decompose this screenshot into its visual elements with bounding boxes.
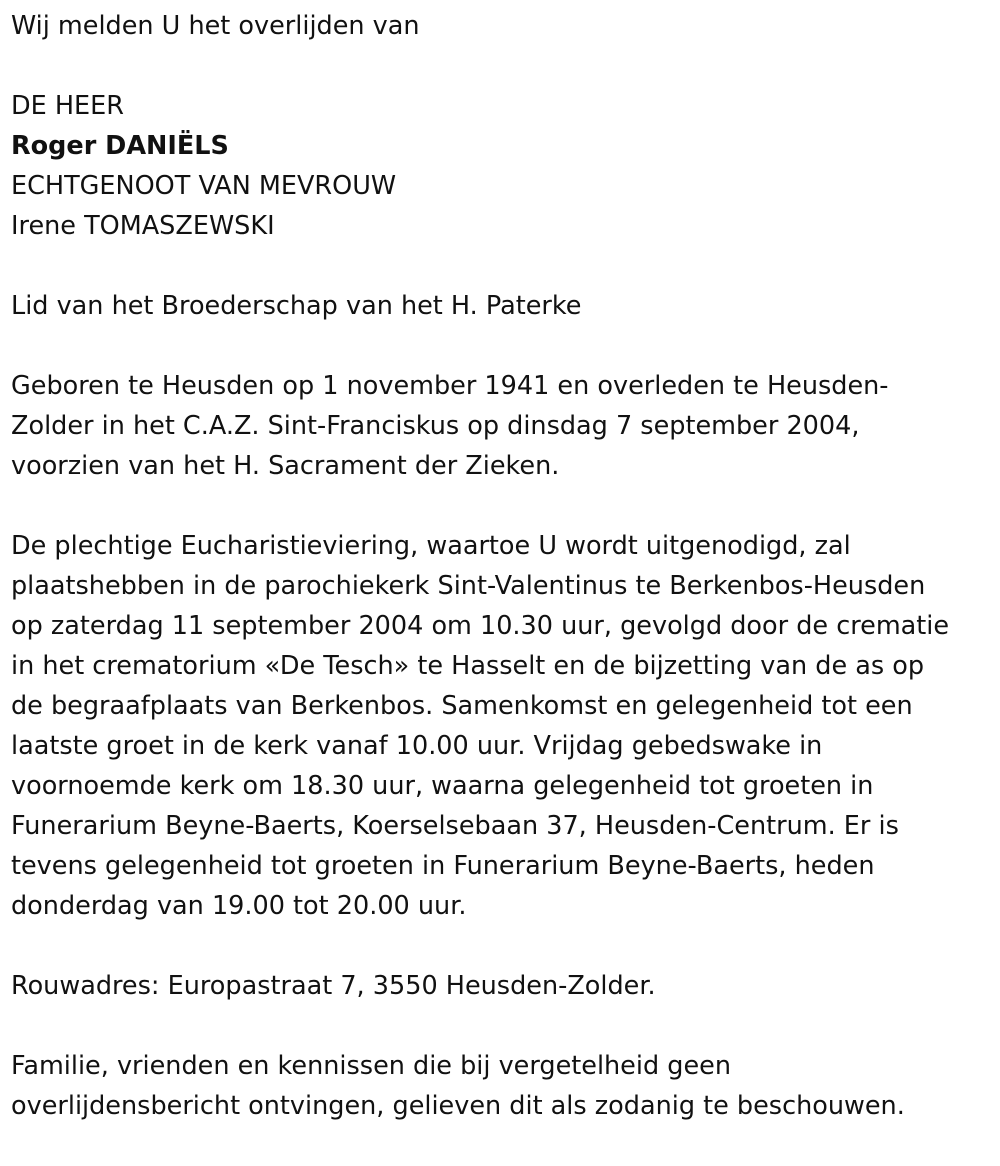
spacer [11,46,991,86]
text-line: de begraafplaats van Berkenbos. Samenkomst en gelegenheid tot een [11,691,913,721]
spacer [11,486,991,526]
text-line: Zolder in het C.A.Z. Sint-Franciskus op dinsdag 7 september 2004, [11,411,860,441]
ceremony-paragraph [11,526,991,926]
spacer [11,326,991,366]
obituary-document [11,6,991,1126]
text-line: tevens gelegenheid tot groeten in Funerarium Beyne-Baerts, heden [11,851,875,881]
spacer [11,246,991,286]
text-line: op zaterdag 11 september 2004 om 10.30 uur, gevolgd door de crematie [11,611,950,641]
text-line: laatste groet in de kerk vanaf 10.00 uur. Vrijdag gebedswake in [11,731,823,761]
text-line: voorzien van het H. Sacrament der Zieken. [11,451,560,481]
spacer [11,926,991,966]
text-line: Geboren te Heusden op 1 november 1941 en overleden te Heusden- [11,371,889,401]
text-line: Funerarium Beyne-Baerts, Koerselsebaan 37, Heusden-Centrum. Er is [11,811,899,841]
text-line: Familie, vrienden en kennissen die bij vergetelheid geen [11,1051,731,1081]
text-line: overlijdensbericht ontvingen, gelieven dit als zodanig te beschouwen. [11,1091,905,1121]
closing-paragraph [11,1046,991,1126]
birth-death-paragraph [11,366,991,486]
text-line: De plechtige Eucharistieviering, waartoe U wordt uitgenodigd, zal [11,531,851,561]
title-line: DE HEER [11,91,124,121]
spouse-name: Irene TOMASZEWSKI [11,211,275,241]
spacer [11,1006,991,1046]
text-line: donderdag van 19.00 tot 20.00 uur. [11,891,467,921]
mourning-address: Rouwadres: Europastraat 7, 3550 Heusden-Zolder. [11,971,656,1001]
text-line: voornoemde kerk om 18.30 uur, waarna gelegenheid tot groeten in [11,771,874,801]
text-line: plaatshebben in de parochiekerk Sint-Valentinus te Berkenbos-Heusden [11,571,926,601]
membership-line: Lid van het Broederschap van het H. Paterke [11,291,582,321]
text-line: in het crematorium «De Tesch» te Hasselt en de bijzetting van de as op [11,651,925,681]
spouse-label: ECHTGENOOT VAN MEVROUW [11,171,397,201]
intro-line: Wij melden U het overlijden van [11,11,420,41]
deceased-name: Roger DANIËLS [11,131,229,161]
